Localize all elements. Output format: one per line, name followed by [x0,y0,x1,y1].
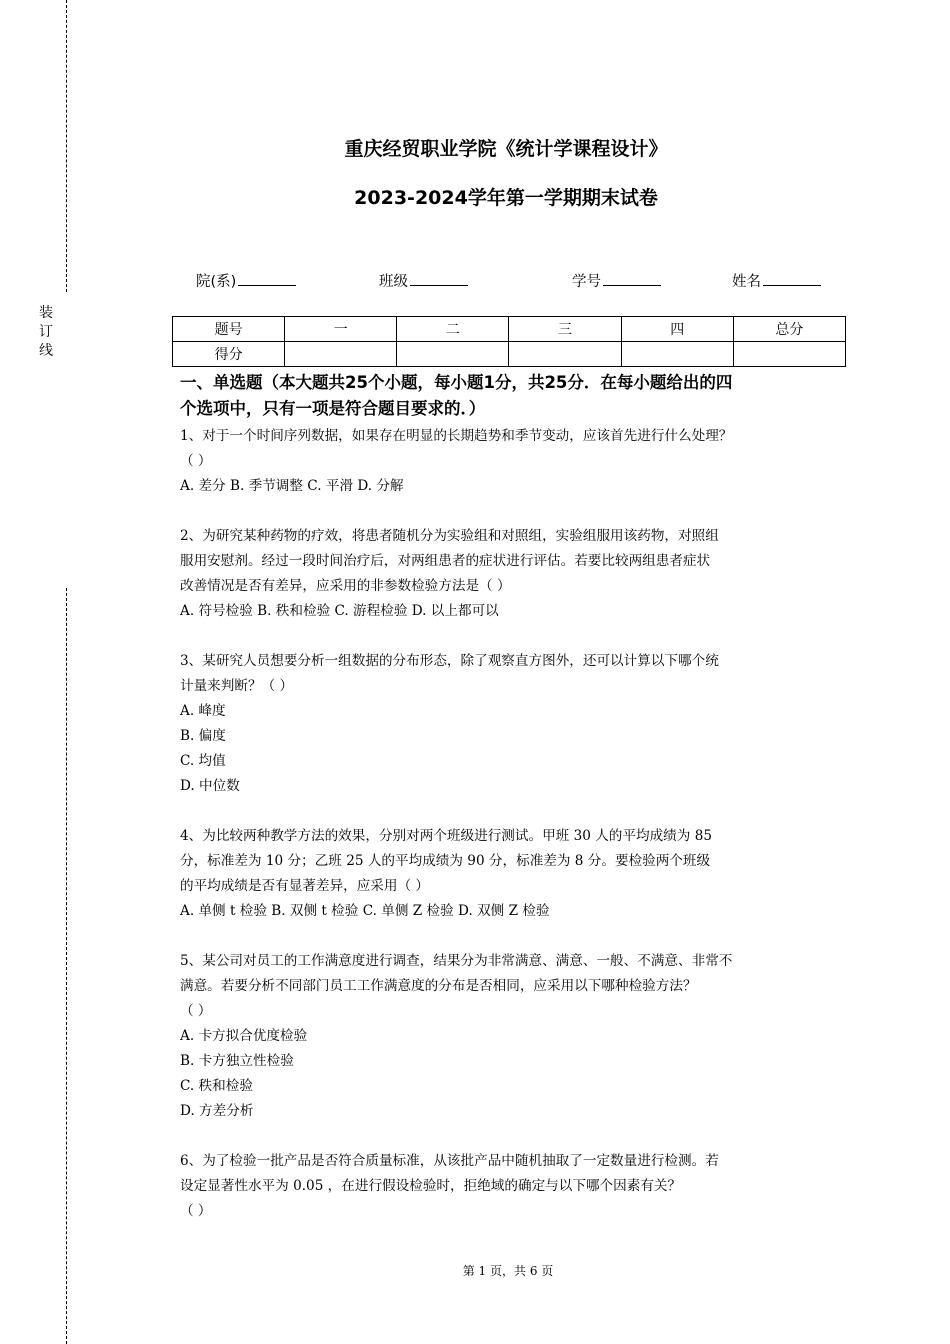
score-input-cell [733,342,845,367]
section-heading [180,370,845,422]
page-footer: 第 1 页，共 6 页 [462,1264,554,1278]
score-cell: 四 [621,317,733,342]
score-table-score-row [173,342,846,367]
question-line: B. 卡方独立性检验 [180,1053,294,1069]
score-cell: 三 [509,317,621,342]
question-line: 服用安慰剂。经过一段时间治疗后，对两组患者的症状进行评估。若要比较两组患者症状 [180,553,711,569]
question-line: C. 秩和检验 [180,1078,253,1094]
question-line: D. 方差分析 [180,1103,254,1119]
score-cell: 二 [397,317,509,342]
question-line: 4、为比较两种教学方法的效果，分别对两个班级进行测试。甲班 30 人的平均成绩为 85 [180,828,712,844]
question-line: 6、为了检验一批产品是否符合质量标准，从该批产品中随机抽取了一定数量进行检测。若 [180,1153,719,1169]
question-2 [180,524,845,624]
question-line: 1、对于一个时间序列数据，如果存在明显的长期趋势和季节变动，应该首先进行什么处理？ [180,428,733,444]
info-department-label: 院(系) [196,274,237,290]
info-department-blank [238,270,296,286]
info-name-blank [763,270,821,286]
question-line: 3、某研究人员想要分析一组数据的分布形态，除了观察直方图外，还可以计算以下哪个统 [180,653,719,669]
binding-char-3: 线 [39,343,53,359]
binding-char-1: 装 [39,305,53,321]
exam-content [180,370,845,1249]
info-student-id [572,270,661,291]
info-class-label: 班级 [379,274,408,290]
question-line: 的平均成绩是否有显著差异，应采用（ ） [180,878,430,894]
question-line: （ ） [180,1003,212,1019]
question-4 [180,824,845,924]
info-class-blank [410,270,468,286]
question-line: B. 偏度 [180,728,226,744]
question-6 [180,1149,845,1224]
score-table [172,316,846,367]
score-input-cell [397,342,509,367]
info-name-label: 姓名 [732,274,761,290]
question-line: 2、为研究某种药物的疗效，将患者随机分为实验组和对照组，实验组服用该药物，对照组 [180,528,719,544]
question-line: A. 卡方拟合优度检验 [180,1028,308,1044]
question-line: C. 均值 [180,753,226,769]
section-heading-line: 一、单选题（本大题共25个小题，每小题1分，共25分．在每小题给出的四 [180,373,733,392]
question-line: 改善情况是否有差异，应采用的非参数检验方法是（ ） [180,578,511,594]
student-info-row [0,270,950,292]
exam-title-line2: 2023-2024学年第一学期期末试卷 [354,187,658,209]
question-line: A. 差分 B. 季节调整 C. 平滑 D. 分解 [180,478,404,494]
score-input-cell [621,342,733,367]
question-5 [180,949,845,1124]
binding-dashed-line-bottom [66,588,67,1344]
question-list [180,424,845,1224]
question-line: （ ） [180,453,212,469]
question-3 [180,649,845,799]
score-input-cell [285,342,397,367]
info-department [196,270,296,291]
question-line: A. 峰度 [180,703,226,719]
binding-label [38,304,54,361]
question-line: 计量来判断？（ ） [180,678,294,694]
score-table-header-row [173,317,846,342]
question-line: D. 中位数 [180,778,240,794]
info-name [732,270,821,291]
question-1 [180,424,845,499]
question-line: 满意。若要分析不同部门员工工作满意度的分布是否相同，应采用以下哪种检验方法？ [180,978,697,994]
score-cell: 总分 [733,317,845,342]
section-heading-line: 个选项中，只有一项是符合题目要求的．） [180,399,486,418]
score-cell: 题号 [173,317,285,342]
score-cell: 一 [285,317,397,342]
binding-char-2: 订 [39,324,53,340]
exam-title-line1: 重庆经贸职业学院《统计学课程设计》 [344,138,668,160]
question-line: A. 单侧 t 检验 B. 双侧 t 检验 C. 单侧 Z 检验 D. 双侧 Z 检验 [180,903,550,919]
question-line: 设定显著性水平为 0.05 ，在进行假设检验时，拒绝域的确定与以下哪个因素有关？ [180,1178,682,1194]
info-student-id-label: 学号 [572,274,601,290]
question-line: （ ） [180,1203,212,1219]
question-line: 分，标准差为 10 分；乙班 25 人的平均成绩为 90 分，标准差为 8 分。要检验两个班级 [180,853,711,869]
question-line: 5、某公司对员工的工作满意度进行调查，结果分为非常满意、满意、一般、不满意、非常不 [180,953,733,969]
question-line: A. 符号检验 B. 秩和检验 C. 游程检验 D. 以上都可以 [180,603,499,619]
info-class [379,270,468,291]
score-cell: 得分 [173,342,285,367]
score-input-cell [509,342,621,367]
info-student-id-blank [603,270,661,286]
